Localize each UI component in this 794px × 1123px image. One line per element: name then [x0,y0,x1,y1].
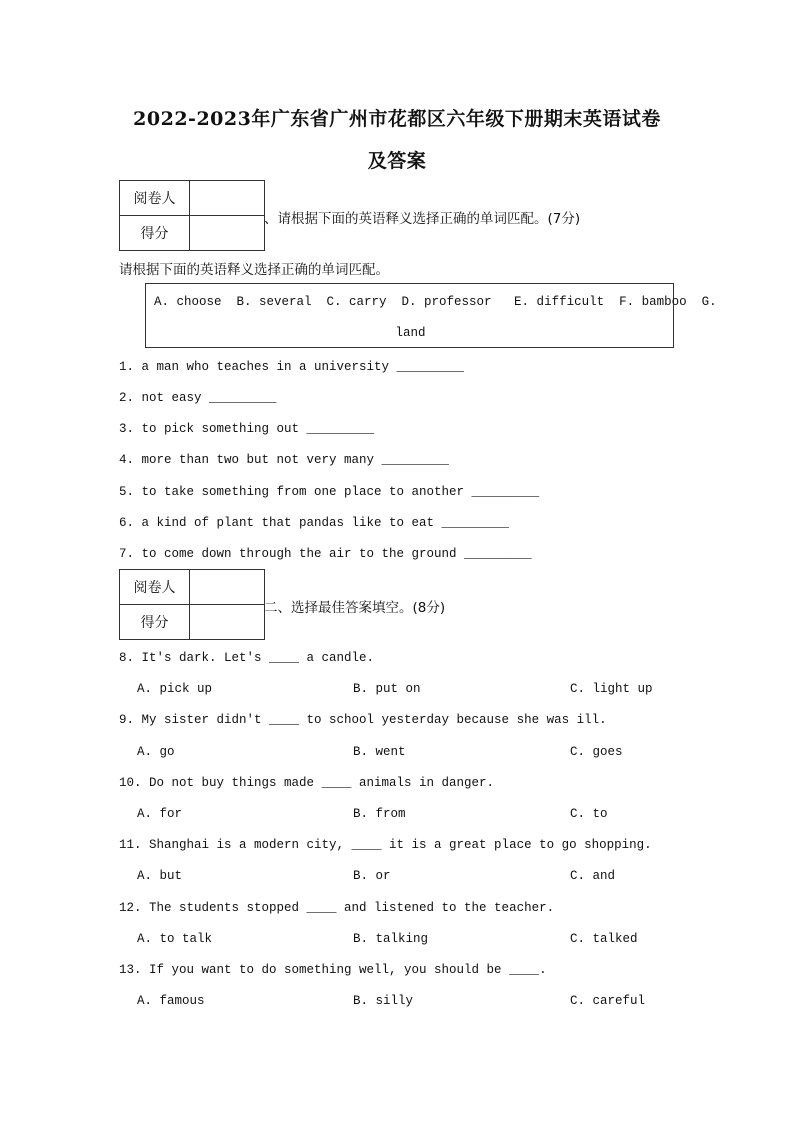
question-12: 12. The students stopped ____ and listened to the teacher. [119,901,555,915]
section1-instruction: 请根据下面的英语释义选择正确的单词匹配。 [119,262,389,278]
page-title-continued: 及答案 [367,150,427,172]
option-a: A. but [137,869,183,883]
word-bank-line1: A. choose B. several C. carry D. professor E. difficult F. bamboo G. [154,295,717,309]
question-6: 6. a kind of plant that pandas like to eat _________ [119,516,510,530]
option-c: C. light up [570,682,653,696]
score-table-section2 [119,569,265,640]
option-c: C. and [570,869,616,883]
reviewer-label: 阅卷人 [120,570,190,605]
option-c: C. goes [570,745,623,759]
option-b: B. put on [353,682,421,696]
option-a: A. to talk [137,932,213,946]
option-a: A. pick up [137,682,213,696]
score-table-section1 [119,180,265,251]
word-bank-line2: land [395,326,426,340]
question-5: 5. to take something from one place to another _________ [119,485,540,499]
score-label: 得分 [120,605,190,640]
question-3: 3. to pick something out _________ [119,422,375,436]
reviewer-cell [190,181,265,216]
question-7: 7. to come down through the air to the ground _________ [119,547,532,561]
word-bank-box [145,283,717,348]
question-8: 8. It's dark. Let's ____ a candle. [119,651,375,665]
question-9: 9. My sister didn't ____ to school yesterday because she was ill. [119,713,607,727]
option-b: B. talking [353,932,429,946]
question-11: 11. Shanghai is a modern city, ____ it is a great place to go shopping. [119,838,652,852]
reviewer-cell [190,570,265,605]
score-cell [190,605,265,640]
option-c: C. careful [570,994,646,1008]
reviewer-label: 阅卷人 [120,181,190,216]
option-b: B. or [353,869,391,883]
option-c: C. to [570,807,608,821]
option-a: A. for [137,807,183,821]
option-b: B. silly [353,994,414,1008]
question-4: 4. more than two but not very many _________ [119,453,450,467]
section2-heading: 二、选择最佳答案填空。(8分) [264,600,446,616]
option-a: A. famous [137,994,205,1008]
page-title: 2022-2023年广东省广州市花都区六年级下册期末英语试卷 [133,108,661,130]
section1-heading: 、请根据下面的英语释义选择正确的单词匹配。(7分) [264,211,581,227]
question-13: 13. If you want to do something well, you should be ____. [119,963,547,977]
question-2: 2. not easy _________ [119,391,277,405]
question-1: 1. a man who teaches in a university _________ [119,360,465,374]
option-b: B. from [353,807,406,821]
score-label: 得分 [120,216,190,251]
option-a: A. go [137,745,175,759]
option-b: B. went [353,745,406,759]
option-c: C. talked [570,932,638,946]
score-cell [190,216,265,251]
question-10: 10. Do not buy things made ____ animals in danger. [119,776,495,790]
